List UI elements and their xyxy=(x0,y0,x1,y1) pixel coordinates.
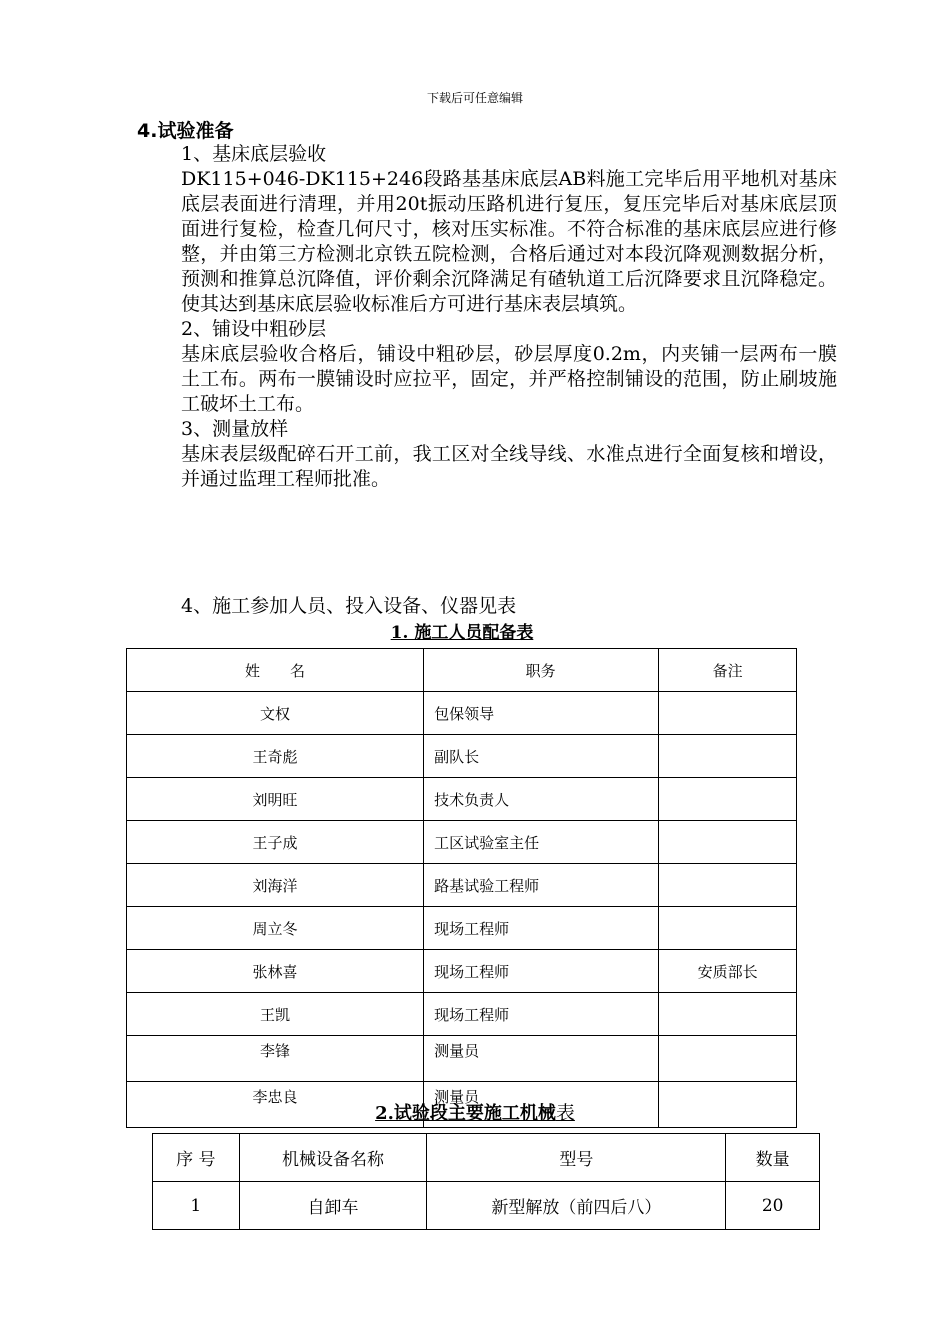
machine-table xyxy=(152,1133,820,1230)
item-heading-1: 1、基床底层验收 xyxy=(181,143,327,165)
staff-table xyxy=(126,648,797,1128)
staff-remarks xyxy=(659,993,797,1036)
staff-remarks xyxy=(659,1036,797,1082)
table-row xyxy=(153,1182,820,1230)
staff-table-title: 1. 施工人员配备表 xyxy=(390,623,534,643)
machine-name: 自卸车 xyxy=(239,1182,427,1230)
machine-table-title-tail: 表 xyxy=(555,1102,575,1124)
machine-number: 1 xyxy=(153,1182,240,1230)
machine-model: 新型解放（前四后八） xyxy=(427,1182,726,1230)
column-header-quantity: 数量 xyxy=(726,1134,820,1182)
staff-position: 技术负责人 xyxy=(424,778,659,821)
body-text xyxy=(137,142,837,492)
table-header-row xyxy=(127,649,797,692)
staff-remarks xyxy=(659,692,797,735)
column-header-position: 职务 xyxy=(424,649,659,692)
staff-position: 现场工程师 xyxy=(424,950,659,993)
staff-remarks xyxy=(659,907,797,950)
staff-remarks xyxy=(659,864,797,907)
table-row xyxy=(127,864,797,907)
table-row xyxy=(127,778,797,821)
staff-name: 刘海洋 xyxy=(127,864,424,907)
staff-position: 测量员 xyxy=(424,1036,659,1082)
staff-position: 包保领导 xyxy=(424,692,659,735)
column-header-equipment: 机械设备名称 xyxy=(239,1134,427,1182)
item-heading-2: 2、铺设中粗砂层 xyxy=(181,318,327,340)
machine-table-title-main: 2.试验段主要施工机械 xyxy=(375,1103,556,1124)
staff-name: 李锋 xyxy=(127,1036,424,1082)
column-header-remarks: 备注 xyxy=(659,649,797,692)
staff-remarks xyxy=(659,821,797,864)
header-note: 下载后可任意编辑 xyxy=(426,91,523,105)
staff-position: 现场工程师 xyxy=(424,993,659,1036)
table-row xyxy=(127,692,797,735)
table-row xyxy=(127,1036,797,1082)
staff-name: 文权 xyxy=(127,692,424,735)
staff-name: 王凯 xyxy=(127,993,424,1036)
staff-position: 副队长 xyxy=(424,735,659,778)
staff-position: 工区试验室主任 xyxy=(424,821,659,864)
staff-name: 刘明旺 xyxy=(127,778,424,821)
table-row xyxy=(127,993,797,1036)
table-row xyxy=(127,821,797,864)
staff-name: 王奇彪 xyxy=(127,735,424,778)
table-row xyxy=(127,950,797,993)
staff-name: 周立冬 xyxy=(127,907,424,950)
column-header-number: 序 号 xyxy=(153,1134,240,1182)
column-header-name: 姓 名 xyxy=(127,649,424,692)
column-header-model: 型号 xyxy=(427,1134,726,1182)
section-title: 4.试验准备 xyxy=(137,120,234,142)
staff-name: 李忠良 xyxy=(127,1082,424,1128)
staff-position: 现场工程师 xyxy=(424,907,659,950)
table-header-row xyxy=(153,1134,820,1182)
table-row xyxy=(127,907,797,950)
staff-remarks: 安质部长 xyxy=(659,950,797,993)
staff-remarks xyxy=(659,778,797,821)
item-heading-4: 4、施工参加人员、投入设备、仪器见表 xyxy=(181,595,517,617)
staff-name: 张林喜 xyxy=(127,950,424,993)
staff-name: 王子成 xyxy=(127,821,424,864)
table-row xyxy=(127,735,797,778)
item-heading-3: 3、测量放样 xyxy=(181,418,289,440)
item-paragraph-2: 基床底层验收合格后，铺设中粗砂层，砂层厚度0.2m，内夹铺一层两布一膜土工布。两布一膜铺设时应拉平，固定，并严格控制铺设的范围，防止刷坡施工破坏土工布。 xyxy=(181,343,837,415)
staff-position: 测量员 xyxy=(424,1082,659,1128)
staff-remarks xyxy=(659,735,797,778)
staff-position: 路基试验工程师 xyxy=(424,864,659,907)
machine-quantity: 20 xyxy=(726,1182,820,1230)
machine-table-title xyxy=(0,1098,950,1125)
item-paragraph-3: 基床表层级配碎石开工前，我工区对全线导线、水准点进行全面复核和增设，并通过监理工程师批准。 xyxy=(181,443,837,490)
item-paragraph-1: DK115+046-DK115+246段路基基床底层AB料施工完毕后用平地机对基床底层表面进行清理，并用20t振动压路机进行复压，复压完毕后对基床底层顶面进行复检，检查几何尺寸，核对压实标准。不符合标准的基床底层应进行修整，并由第三方检测北京铁五院检测，合格后通过对本段沉降观测数据分析，预测和推算总沉降值，评价剩余沉降满足有碴轨道工后沉降要求且沉降稳定。使其达到基床底层验收标准后方可进行基床表层填筑。 xyxy=(181,168,837,315)
